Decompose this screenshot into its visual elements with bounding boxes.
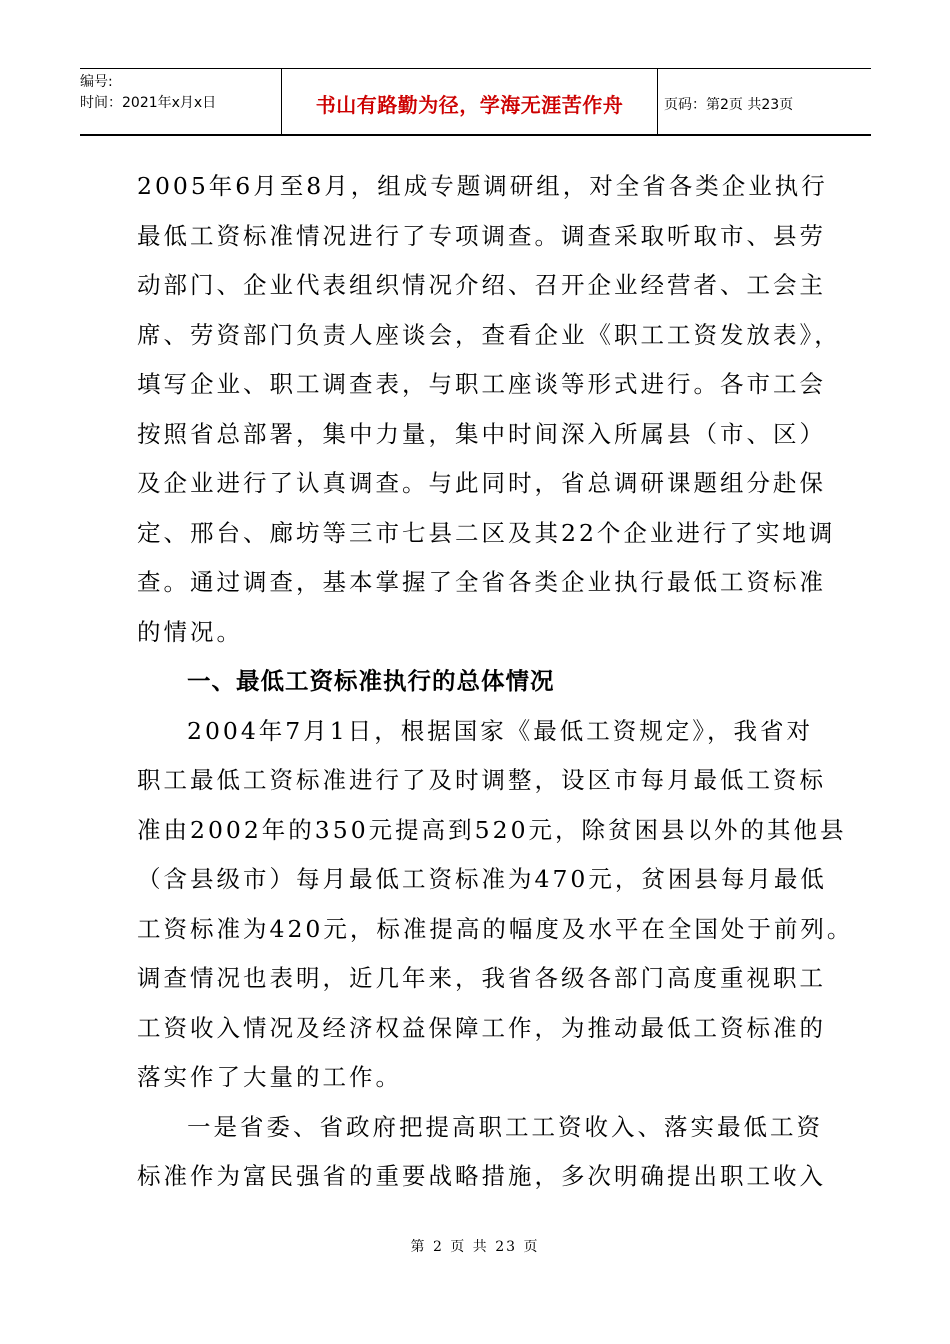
body-line: 工资收入情况及经济权益保障工作，为推动最低工资标准的 xyxy=(137,1013,826,1042)
body-line: 及企业进行了认真调查。与此同时，省总调研课题组分赴保 xyxy=(137,469,826,497)
document-body xyxy=(137,162,854,1202)
body-line: 按照省总部署，集中力量，集中时间深入所属县（市、区） xyxy=(137,419,826,448)
body-line: 职工最低工资标准进行了及时调整，设区市每月最低工资标 xyxy=(137,766,826,794)
header-motto: 书山有路勤为径，学海无涯苦作舟 xyxy=(282,69,658,134)
body-line: 动部门、企业代表组织情况介绍、召开企业经营者、工会主 xyxy=(137,271,826,299)
body-line: 席、劳资部门负责人座谈会，查看企业《职工工资发放表》， xyxy=(137,320,841,349)
body-line: 最低工资标准情况进行了专项调查。调查采取听取市、县劳 xyxy=(137,221,826,250)
header-meta-cell xyxy=(80,69,282,134)
body-line: 一是省委、省政府把提高职工工资收入、落实最低工资 xyxy=(187,1112,823,1141)
body-line: 填写企业、职工调查表，与职工座谈等形式进行。各市工会 xyxy=(137,370,826,398)
body-line: 工资标准为420元，标准提高的幅度及水平在全国处于前列。 xyxy=(137,914,854,943)
header-page-info: 页码：第2页 共23页 xyxy=(664,96,794,113)
body-line: （含县级市）每月最低工资标准为470元，贫困县每月最低 xyxy=(137,865,827,893)
body-line: 的情况。 xyxy=(137,617,243,646)
body-line: 查。通过调查，基本掌握了全省各类企业执行最低工资标准 xyxy=(137,568,826,596)
body-line: 落实作了大量的工作。 xyxy=(137,1063,402,1091)
body-line: 标准作为富民强省的重要战略措施，多次明确提出职工收入 xyxy=(137,1162,826,1190)
page-footer: 第 2 页 共 23 页 xyxy=(410,1239,540,1255)
body-line: 2004年7月1日，根据国家《最低工资规定》，我省对 xyxy=(187,716,813,745)
body-line: 定、邢台、廊坊等三市七县二区及其22个企业进行了实地调 xyxy=(137,518,836,547)
document-number-label: 编号: xyxy=(80,74,113,90)
body-line: 准由2002年的350元提高到520元，除贫困县以外的其他县 xyxy=(137,815,847,844)
page-header xyxy=(80,68,871,136)
section-heading: 一、最低工资标准执行的总体情况 xyxy=(187,667,555,695)
document-date-label: 时间：2021年x月x日 xyxy=(80,95,217,111)
body-line: 2005年6月至8月，组成专题调研组，对全省各类企业执行 xyxy=(137,172,828,200)
body-line: 调查情况也表明，近几年来，我省各级各部门高度重视职工 xyxy=(137,964,826,992)
